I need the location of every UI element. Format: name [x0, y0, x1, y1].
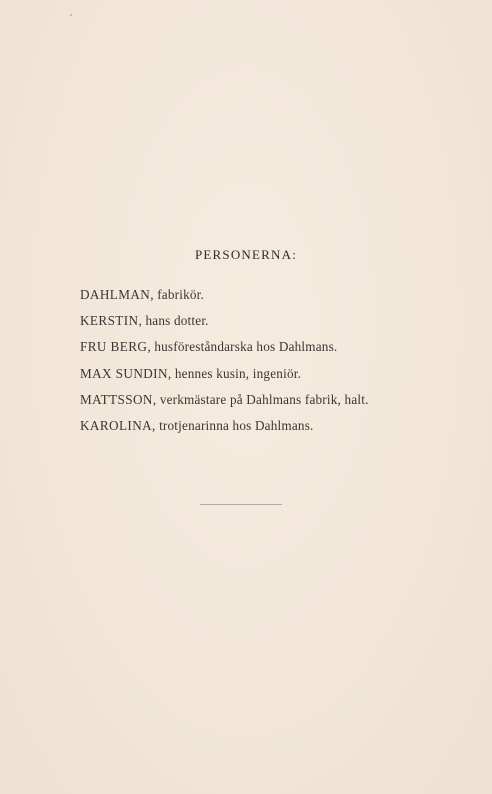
section-divider: [200, 504, 282, 505]
character-name: KAROLINA,: [80, 417, 156, 433]
character-role: fabrikör.: [157, 287, 205, 302]
character-name: MAX SUNDIN,: [80, 365, 172, 381]
cast-item: [80, 419, 480, 433]
cast-item: [80, 340, 480, 354]
character-role: verkmästare på Dahlmans fabrik, halt.: [159, 391, 369, 407]
character-name: DAHLMAN,: [80, 287, 154, 302]
character-name: FRU BERG,: [80, 339, 152, 355]
cast-item: [80, 288, 480, 302]
character-role: trotjenarinna hos Dahlmans.: [159, 417, 314, 433]
cast-item: [80, 314, 480, 328]
character-role: hennes kusin, ingeniör.: [174, 365, 302, 381]
cast-item: [80, 367, 480, 381]
cast-item: [80, 393, 480, 407]
cast-heading: PERSONERNA:: [194, 247, 298, 262]
character-role: hans dotter.: [145, 313, 209, 329]
paper-speck: [70, 14, 72, 16]
character-name: KERSTIN,: [80, 313, 143, 329]
cast-list: [80, 288, 480, 445]
character-role: husföreståndarska hos Dahlmans.: [154, 339, 338, 355]
character-name: MATTSSON,: [80, 391, 157, 407]
